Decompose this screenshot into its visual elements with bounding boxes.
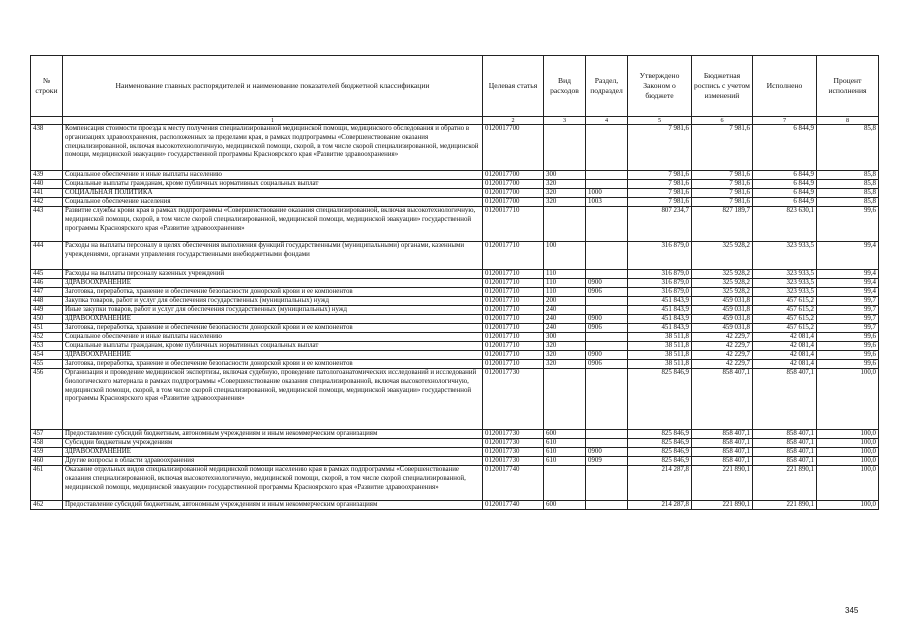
row-name: Иные закупки товаров, работ и услуг для обеспечения государственных (муниципальных) нужд — [63, 306, 483, 315]
row-name: Другие вопросы в области здравоохранения — [63, 457, 483, 466]
approved-amount: 38 511,8 — [628, 351, 692, 360]
approved-amount: 316 879,0 — [628, 288, 692, 297]
row-name: Организация и проведение медицинской экспертизы, включая судебную, проведение патологоанатомических исследований и исследований биологического материала в рамках подпрограммы «Совершенствование оказания специализированной, включая высокотехнологичную, медицинской помощи, скорой, в том числе скорой специализированной, медицинской помощи, медицинской эвакуации» государственной программы Красноярского края «Развитие здравоохранения» — [63, 369, 483, 430]
table-row — [31, 466, 879, 501]
table-row — [31, 333, 879, 342]
budget-list-amount: 42 229,7 — [692, 360, 753, 369]
row-name: Развитие службы крови края в рамках подпрограммы «Совершенствование оказания специализированной, включая высокотехнологичную, медицинской помощи, скорой, в том числе скорой специализированной, медицинской помощи, медицинской эвакуации» государственной программы Красноярского края «Развитие здравоохранения» — [63, 207, 483, 242]
executed-amount: 42 081,4 — [753, 360, 817, 369]
budget-list-amount: 858 407,1 — [692, 369, 753, 430]
approved-amount: 451 843,9 — [628, 324, 692, 333]
section-code — [586, 430, 628, 439]
expense-type: 600 — [544, 501, 586, 510]
section-code — [586, 466, 628, 501]
table-row — [31, 439, 879, 448]
row-number: 457 — [31, 430, 63, 439]
budget-list-amount: 42 229,7 — [692, 351, 753, 360]
expense-type: 600 — [544, 430, 586, 439]
executed-amount: 6 844,9 — [753, 180, 817, 189]
row-number: 452 — [31, 333, 63, 342]
table-row — [31, 288, 879, 297]
column-number: 2 — [483, 117, 544, 125]
executed-amount: 6 844,9 — [753, 189, 817, 198]
execution-percent: 99,6 — [817, 207, 879, 242]
budget-list-amount: 459 031,8 — [692, 315, 753, 324]
row-number: 443 — [31, 207, 63, 242]
table-row — [31, 369, 879, 430]
column-number: 8 — [817, 117, 879, 125]
row-number: 438 — [31, 125, 63, 171]
target-article: 0120017730 — [483, 369, 544, 430]
table-header — [31, 56, 879, 125]
section-code: 0906 — [586, 324, 628, 333]
row-number: 454 — [31, 351, 63, 360]
section-code — [586, 270, 628, 279]
section-code — [586, 171, 628, 180]
target-article: 0120017730 — [483, 457, 544, 466]
table-row — [31, 457, 879, 466]
header-executed: Исполнено — [753, 56, 817, 117]
target-article: 0120017730 — [483, 439, 544, 448]
approved-amount: 38 511,8 — [628, 333, 692, 342]
section-code — [586, 125, 628, 171]
section-code: 0900 — [586, 279, 628, 288]
target-article: 0120017710 — [483, 279, 544, 288]
expense-type: 240 — [544, 324, 586, 333]
section-code: 0900 — [586, 351, 628, 360]
row-number: 442 — [31, 198, 63, 207]
section-code: 1000 — [586, 189, 628, 198]
executed-amount: 457 615,2 — [753, 297, 817, 306]
table-row — [31, 180, 879, 189]
budget-list-amount: 42 229,7 — [692, 342, 753, 351]
target-article: 0120017740 — [483, 501, 544, 510]
approved-amount: 7 981,6 — [628, 125, 692, 171]
header-approved: Утверждено Законом о бюджете — [628, 56, 692, 117]
budget-list-amount: 858 407,1 — [692, 430, 753, 439]
expense-type: 300 — [544, 333, 586, 342]
expense-type: 610 — [544, 439, 586, 448]
budget-list-amount: 7 981,6 — [692, 125, 753, 171]
target-article: 0120017740 — [483, 466, 544, 501]
execution-percent: 99,7 — [817, 297, 879, 306]
row-name: Компенсация стоимости проезда к месту получения специализированной медицинской помощи, медицинского обследования и обратно в организациях здравоохранения, расположенных за пределами края, в рамках подпрограммы «Совершенствование оказания специализированной, включая высокотехнологичную, медицинской помощи, скорой, в том числе скорой специализированной, медицинской помощи, медицинской эвакуации» государственной программы Красноярского края «Развитие здравоохранения» — [63, 125, 483, 171]
execution-percent: 100,0 — [817, 466, 879, 501]
target-article: 0120017730 — [483, 430, 544, 439]
row-name: Социальное обеспечение и иные выплаты населению — [63, 333, 483, 342]
table-row — [31, 270, 879, 279]
row-name: Расходы на выплаты персоналу в целях обеспечения выполнения функций государственными (муниципальными) органами, казенными учреждениями, органами управления государственными внебюджетными фондами — [63, 242, 483, 270]
execution-percent: 85,8 — [817, 171, 879, 180]
table-row — [31, 198, 879, 207]
execution-percent: 99,6 — [817, 342, 879, 351]
header-name: Наименование главных распорядителей и наименование показателей бюджетной классификации — [63, 56, 483, 117]
section-code — [586, 333, 628, 342]
table-row — [31, 430, 879, 439]
budget-list-amount: 459 031,8 — [692, 297, 753, 306]
row-number: 459 — [31, 448, 63, 457]
approved-amount: 316 879,0 — [628, 270, 692, 279]
row-number: 462 — [31, 501, 63, 510]
executed-amount: 457 615,2 — [753, 324, 817, 333]
execution-percent: 99,7 — [817, 315, 879, 324]
executed-amount: 858 407,1 — [753, 430, 817, 439]
row-name: Социальные выплаты гражданам, кроме публичных нормативных социальных выплат — [63, 180, 483, 189]
row-name: Заготовка, переработка, хранение и обеспечение безопасности донорской крови и ее компонентов — [63, 288, 483, 297]
budget-list-amount: 325 928,2 — [692, 279, 753, 288]
expense-type: 320 — [544, 360, 586, 369]
target-article: 0120017730 — [483, 448, 544, 457]
table-row — [31, 324, 879, 333]
executed-amount: 6 844,9 — [753, 198, 817, 207]
execution-percent: 100,0 — [817, 430, 879, 439]
execution-percent: 99,6 — [817, 351, 879, 360]
executed-amount: 42 081,4 — [753, 351, 817, 360]
row-name: Расходы на выплаты персоналу казенных учреждений — [63, 270, 483, 279]
row-name: Социальное обеспечение и иные выплаты населению — [63, 171, 483, 180]
expense-type: 110 — [544, 288, 586, 297]
target-article: 0120017710 — [483, 297, 544, 306]
expense-type: 240 — [544, 306, 586, 315]
target-article: 0120017710 — [483, 342, 544, 351]
expense-type — [544, 125, 586, 171]
execution-percent: 99,4 — [817, 279, 879, 288]
approved-amount: 825 846,9 — [628, 457, 692, 466]
row-number: 439 — [31, 171, 63, 180]
executed-amount: 221 890,1 — [753, 501, 817, 510]
target-article: 0120017700 — [483, 171, 544, 180]
section-code: 0900 — [586, 315, 628, 324]
target-article: 0120017710 — [483, 315, 544, 324]
row-number: 444 — [31, 242, 63, 270]
table-row — [31, 171, 879, 180]
budget-execution-table — [30, 55, 879, 510]
row-name: ЗДРАВООХРАНЕНИЕ — [63, 351, 483, 360]
section-code — [586, 369, 628, 430]
executed-amount: 323 933,5 — [753, 270, 817, 279]
table-row — [31, 501, 879, 510]
row-name: Предоставление субсидий бюджетным, автономным учреждениям и иным некоммерческим организациям — [63, 430, 483, 439]
target-article: 0120017710 — [483, 270, 544, 279]
header-row-number: № строки — [31, 56, 63, 117]
approved-amount: 825 846,9 — [628, 430, 692, 439]
target-article: 0120017710 — [483, 324, 544, 333]
budget-list-amount: 858 407,1 — [692, 457, 753, 466]
header-percent: Процент исполнения — [817, 56, 879, 117]
table-row — [31, 242, 879, 270]
row-number: 448 — [31, 297, 63, 306]
row-name: Оказание отдельных видов специализированной медицинской помощи населению края в рамках подпрограммы «Совершенствование оказания специализированной, включая высокотехнологичную, медицинской помощи, скорой, в том числе скорой специализированной, медицинской помощи, медицинской эвакуации» государственной программы Красноярского края «Развитие здравоохранения» — [63, 466, 483, 501]
budget-list-amount: 7 981,6 — [692, 189, 753, 198]
row-name: Закупка товаров, работ и услуг для обеспечения государственных (муниципальных) нужд — [63, 297, 483, 306]
approved-amount: 7 981,6 — [628, 198, 692, 207]
column-number: 4 — [586, 117, 628, 125]
approved-amount: 316 879,0 — [628, 242, 692, 270]
target-article: 0120017700 — [483, 189, 544, 198]
approved-amount: 38 511,8 — [628, 360, 692, 369]
budget-list-amount: 325 928,2 — [692, 288, 753, 297]
execution-percent: 100,0 — [817, 369, 879, 430]
row-number: 446 — [31, 279, 63, 288]
budget-list-amount: 858 407,1 — [692, 448, 753, 457]
header-expense-type: Вид расходов — [544, 56, 586, 117]
expense-type: 320 — [544, 198, 586, 207]
row-number: 460 — [31, 457, 63, 466]
expense-type: 610 — [544, 448, 586, 457]
target-article: 0120017700 — [483, 198, 544, 207]
column-number: 3 — [544, 117, 586, 125]
executed-amount: 457 615,2 — [753, 306, 817, 315]
row-name: ЗДРАВООХРАНЕНИЕ — [63, 315, 483, 324]
execution-percent: 85,8 — [817, 198, 879, 207]
budget-list-amount: 7 981,6 — [692, 171, 753, 180]
execution-percent: 85,8 — [817, 180, 879, 189]
execution-percent: 99,4 — [817, 288, 879, 297]
row-name: СОЦИАЛЬНАЯ ПОЛИТИКА — [63, 189, 483, 198]
row-number: 449 — [31, 306, 63, 315]
executed-amount: 823 630,1 — [753, 207, 817, 242]
expense-type: 240 — [544, 315, 586, 324]
section-code: 0906 — [586, 288, 628, 297]
expense-type: 320 — [544, 189, 586, 198]
row-number: 456 — [31, 369, 63, 430]
row-number: 458 — [31, 439, 63, 448]
target-article: 0120017710 — [483, 242, 544, 270]
executed-amount: 42 081,4 — [753, 333, 817, 342]
executed-amount: 323 933,5 — [753, 279, 817, 288]
section-code: 0906 — [586, 360, 628, 369]
column-number: 1 — [63, 117, 483, 125]
section-code — [586, 306, 628, 315]
budget-list-amount: 325 928,2 — [692, 242, 753, 270]
row-name: Социальное обеспечение населения — [63, 198, 483, 207]
table-row — [31, 448, 879, 457]
execution-percent: 85,8 — [817, 189, 879, 198]
table-row — [31, 207, 879, 242]
table-row — [31, 279, 879, 288]
expense-type: 100 — [544, 242, 586, 270]
row-number: 441 — [31, 189, 63, 198]
table-row — [31, 189, 879, 198]
column-number: 5 — [628, 117, 692, 125]
budget-list-amount: 827 189,7 — [692, 207, 753, 242]
section-code — [586, 207, 628, 242]
section-code — [586, 242, 628, 270]
row-name: Социальные выплаты гражданам, кроме публичных нормативных социальных выплат — [63, 342, 483, 351]
approved-amount: 316 879,0 — [628, 279, 692, 288]
expense-type: 610 — [544, 457, 586, 466]
executed-amount: 858 407,1 — [753, 457, 817, 466]
row-name: ЗДРАВООХРАНЕНИЕ — [63, 279, 483, 288]
approved-amount: 825 846,9 — [628, 448, 692, 457]
approved-amount: 451 843,9 — [628, 315, 692, 324]
target-article: 0120017710 — [483, 306, 544, 315]
column-number: 7 — [753, 117, 817, 125]
executed-amount: 6 844,9 — [753, 125, 817, 171]
budget-list-amount: 7 981,6 — [692, 180, 753, 189]
approved-amount: 7 981,6 — [628, 189, 692, 198]
row-number: 461 — [31, 466, 63, 501]
row-name: Заготовка, переработка, хранение и обеспечение безопасности донорской крови и ее компонентов — [63, 324, 483, 333]
approved-amount: 451 843,9 — [628, 297, 692, 306]
table-row — [31, 315, 879, 324]
target-article: 0120017710 — [483, 288, 544, 297]
table-row — [31, 360, 879, 369]
section-code: 0909 — [586, 457, 628, 466]
execution-percent: 99,7 — [817, 306, 879, 315]
expense-type: 320 — [544, 342, 586, 351]
budget-list-amount: 42 229,7 — [692, 333, 753, 342]
target-article: 0120017700 — [483, 125, 544, 171]
row-name: Предоставление субсидий бюджетным, автономным учреждениям и иным некоммерческим организациям — [63, 501, 483, 510]
executed-amount: 6 844,9 — [753, 171, 817, 180]
column-number-row — [31, 117, 879, 125]
target-article: 0120017710 — [483, 351, 544, 360]
execution-percent: 99,4 — [817, 242, 879, 270]
section-code — [586, 342, 628, 351]
column-number: 6 — [692, 117, 753, 125]
execution-percent: 100,0 — [817, 448, 879, 457]
budget-list-amount: 858 407,1 — [692, 439, 753, 448]
header-target-article: Целевая статья — [483, 56, 544, 117]
section-code: 1003 — [586, 198, 628, 207]
budget-list-amount: 459 031,8 — [692, 306, 753, 315]
execution-percent: 99,6 — [817, 360, 879, 369]
table-row — [31, 306, 879, 315]
column-number — [31, 117, 63, 125]
header-section: Раздел, подраздел — [586, 56, 628, 117]
table-row — [31, 342, 879, 351]
table-row — [31, 125, 879, 171]
row-name: Субсидии бюджетным учреждениям — [63, 439, 483, 448]
approved-amount: 825 846,9 — [628, 369, 692, 430]
budget-list-amount: 221 890,1 — [692, 501, 753, 510]
budget-list-amount: 7 981,6 — [692, 198, 753, 207]
approved-amount: 451 843,9 — [628, 306, 692, 315]
execution-percent: 100,0 — [817, 457, 879, 466]
expense-type — [544, 369, 586, 430]
execution-percent: 99,7 — [817, 324, 879, 333]
expense-type — [544, 207, 586, 242]
budget-list-amount: 459 031,8 — [692, 324, 753, 333]
approved-amount: 825 846,9 — [628, 439, 692, 448]
section-code — [586, 439, 628, 448]
execution-percent: 99,4 — [817, 270, 879, 279]
row-number: 455 — [31, 360, 63, 369]
section-code: 0900 — [586, 448, 628, 457]
budget-list-amount: 325 928,2 — [692, 270, 753, 279]
target-article: 0120017710 — [483, 333, 544, 342]
executed-amount: 858 407,1 — [753, 369, 817, 430]
target-article: 0120017700 — [483, 180, 544, 189]
row-number: 440 — [31, 180, 63, 189]
target-article: 0120017710 — [483, 360, 544, 369]
row-number: 447 — [31, 288, 63, 297]
approved-amount: 38 511,8 — [628, 342, 692, 351]
expense-type: 110 — [544, 279, 586, 288]
approved-amount: 7 981,6 — [628, 171, 692, 180]
execution-percent: 100,0 — [817, 501, 879, 510]
executed-amount: 457 615,2 — [753, 315, 817, 324]
execution-percent: 99,6 — [817, 333, 879, 342]
execution-percent: 85,8 — [817, 125, 879, 171]
expense-type: 300 — [544, 171, 586, 180]
expense-type: 320 — [544, 180, 586, 189]
section-code — [586, 501, 628, 510]
row-number: 453 — [31, 342, 63, 351]
approved-amount: 807 234,7 — [628, 207, 692, 242]
page-number: 345 — [845, 606, 859, 615]
table-row — [31, 351, 879, 360]
expense-type: 200 — [544, 297, 586, 306]
expense-type: 110 — [544, 270, 586, 279]
section-code — [586, 297, 628, 306]
row-name: Заготовка, переработка, хранение и обеспечение безопасности донорской крови и ее компонентов — [63, 360, 483, 369]
budget-list-amount: 221 890,1 — [692, 466, 753, 501]
table-body — [31, 125, 879, 510]
executed-amount: 858 407,1 — [753, 448, 817, 457]
section-code — [586, 180, 628, 189]
executed-amount: 42 081,4 — [753, 342, 817, 351]
approved-amount: 214 287,8 — [628, 501, 692, 510]
row-name: ЗДРАВООХРАНЕНИЕ — [63, 448, 483, 457]
row-number: 450 — [31, 315, 63, 324]
executed-amount: 221 890,1 — [753, 466, 817, 501]
executed-amount: 323 933,5 — [753, 288, 817, 297]
header-budget-list: Бюджетная роспись с учетом изменений — [692, 56, 753, 117]
expense-type: 320 — [544, 351, 586, 360]
executed-amount: 858 407,1 — [753, 439, 817, 448]
table-row — [31, 297, 879, 306]
approved-amount: 7 981,6 — [628, 180, 692, 189]
target-article: 0120017710 — [483, 207, 544, 242]
row-number: 445 — [31, 270, 63, 279]
row-number: 451 — [31, 324, 63, 333]
expense-type — [544, 466, 586, 501]
approved-amount: 214 287,8 — [628, 466, 692, 501]
executed-amount: 323 933,5 — [753, 242, 817, 270]
execution-percent: 100,0 — [817, 439, 879, 448]
